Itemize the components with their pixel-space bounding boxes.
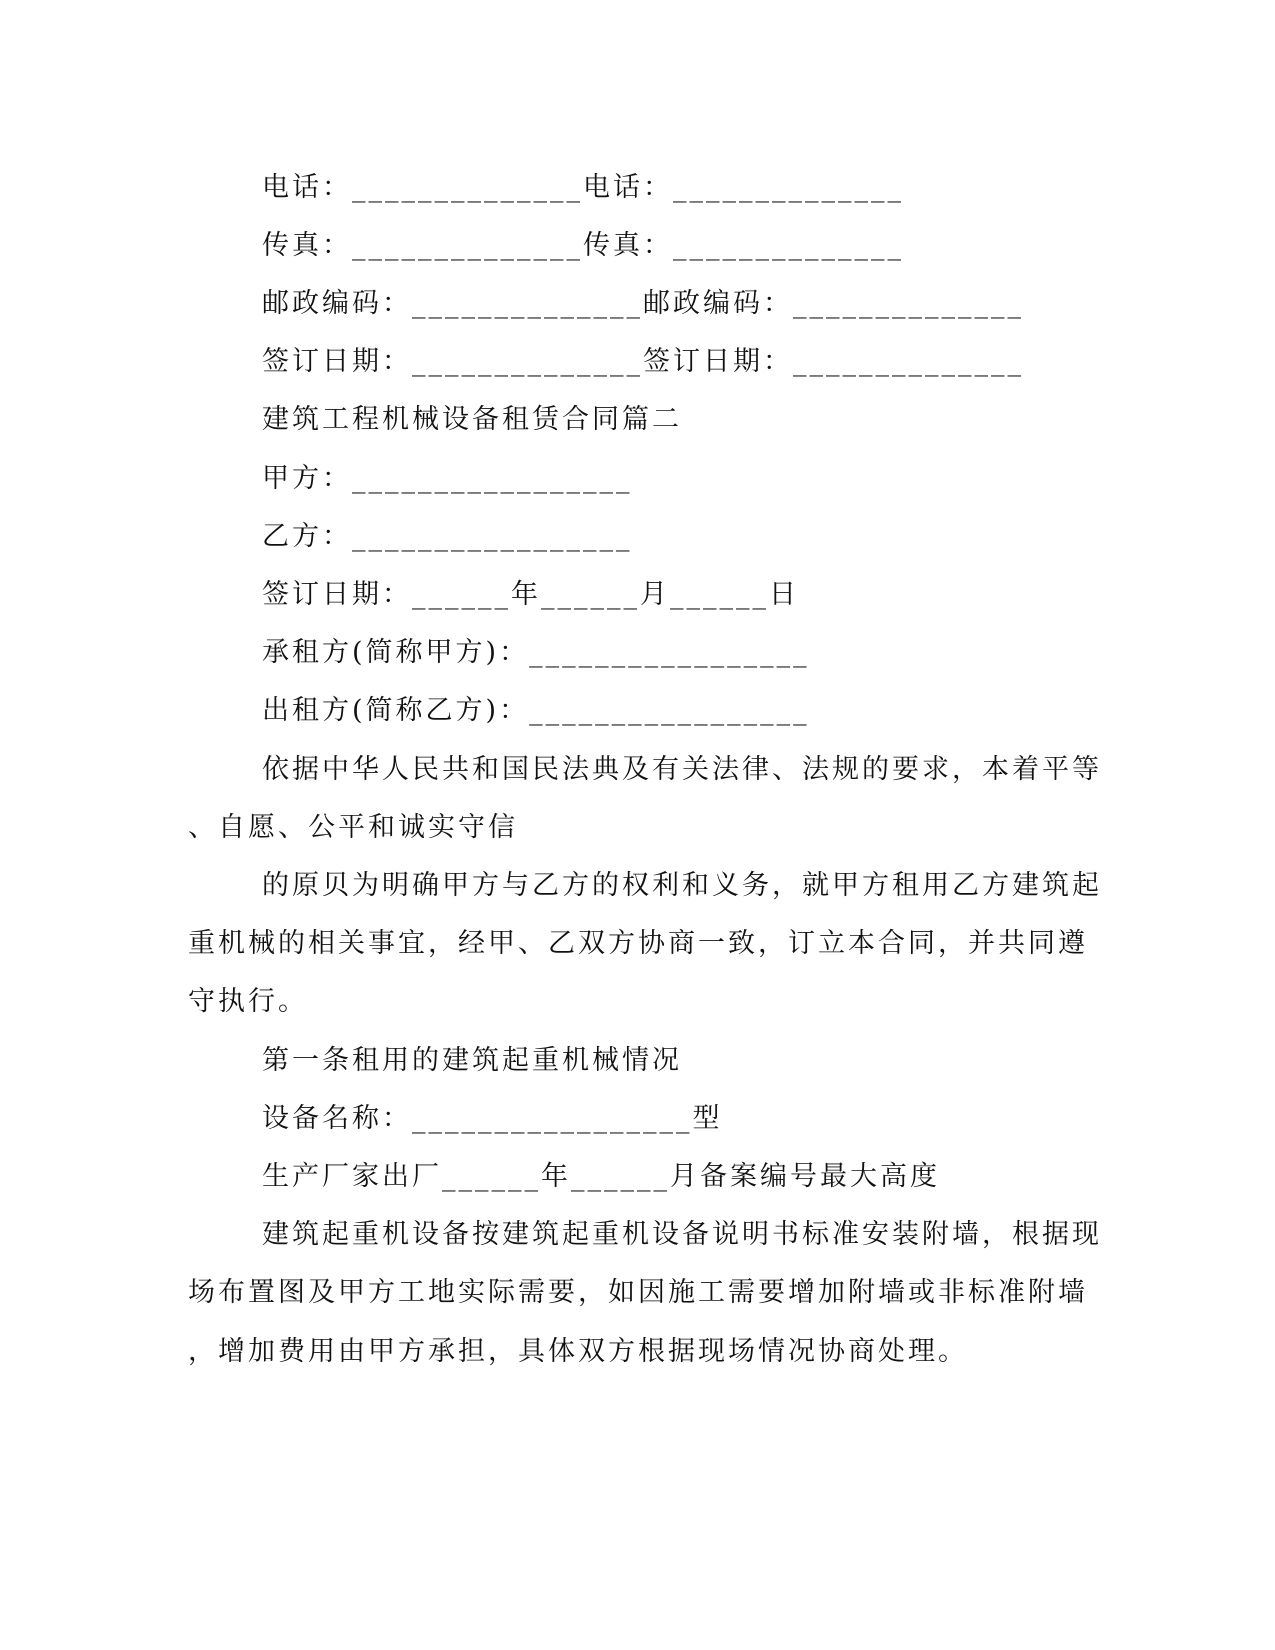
signing-date-line: 签订日期：______________签订日期：______________ xyxy=(262,346,1024,377)
section-heading: 建筑工程机械设备租赁合同篇二 xyxy=(262,404,682,435)
paragraph-line: 场布置图及甲方工地实际需要，如因施工需要增加附墙或非标准附墙 xyxy=(188,1277,1088,1308)
paragraph-line: ，增加费用由甲方承担，具体双方根据现场情况协商处理。 xyxy=(188,1336,968,1367)
party-a-line: 甲方：_________________ xyxy=(262,463,633,494)
paragraph-line: 建筑起重机设备按建筑起重机设备说明书标准安装附墙，根据现 xyxy=(262,1219,1102,1250)
equipment-name-line: 设备名称：_________________型 xyxy=(262,1103,723,1134)
party-b-line: 乙方：_________________ xyxy=(262,521,633,552)
lessee-line: 承租方(简称甲方)：_________________ xyxy=(262,637,810,668)
article-heading: 第一条租用的建筑起重机械情况 xyxy=(262,1045,682,1076)
paragraph-line: 依据中华人民共和国民法典及有关法律、法规的要求，本着平等 xyxy=(262,754,1102,785)
phone-line: 电话：______________电话：______________ xyxy=(262,172,904,203)
paragraph-line: 重机械的相关事宜，经甲、乙双方协商一致，订立本合同，并共同遵 xyxy=(188,928,1088,959)
paragraph-line: 守执行。 xyxy=(188,986,308,1017)
postal-code-line: 邮政编码：______________邮政编码：______________ xyxy=(262,288,1024,319)
fax-line: 传真：______________传真：______________ xyxy=(262,230,904,261)
manufacturer-line: 生产厂家出厂______年______月备案编号最大高度 xyxy=(262,1161,940,1192)
lessor-line: 出租方(简称乙方)：_________________ xyxy=(262,695,810,726)
signing-date-ymd-line: 签订日期：______年______月______日 xyxy=(262,579,799,610)
paragraph-line: 的原贝为明确甲方与乙方的权利和义务，就甲方租用乙方建筑起 xyxy=(262,870,1102,901)
paragraph-line: 、自愿、公平和诚实守信 xyxy=(188,812,518,843)
